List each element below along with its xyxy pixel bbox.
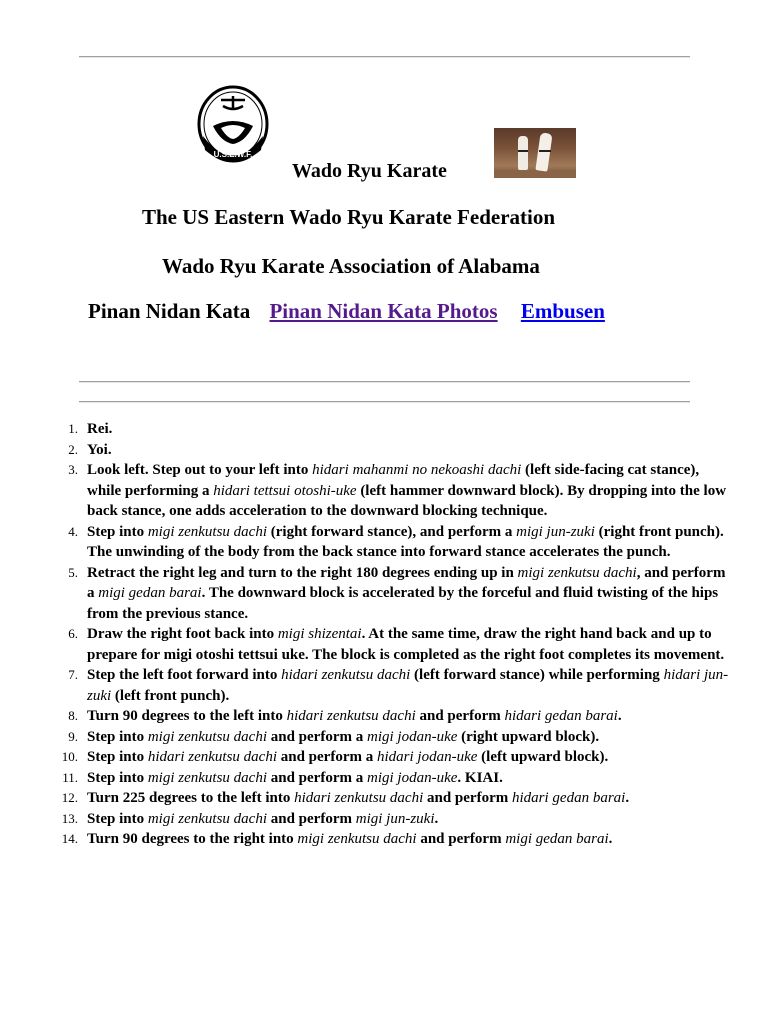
technique-term: hidari mahanmi no nekoashi dachi (312, 462, 522, 478)
technique-term: migi gedan barai (98, 585, 202, 601)
logo-text: U.S.E.W.F. (213, 150, 253, 159)
step-number: 10. (61, 749, 78, 764)
step-text: Step into (87, 728, 148, 745)
technique-term: hidari zenkutsu dachi (286, 708, 416, 724)
list-item (52, 727, 732, 748)
list-item (52, 829, 732, 850)
photo-belt-left (518, 150, 528, 152)
step-text: and perform (416, 831, 506, 847)
step-number: 5. (68, 564, 78, 580)
step-text: Step into (87, 769, 148, 786)
list-item (52, 563, 732, 625)
photo-belt-right (539, 150, 551, 152)
step-text: and perform a (267, 769, 367, 786)
step-number: 7. (68, 667, 78, 682)
step-number: 11. (62, 769, 78, 785)
step-text: and perform (415, 708, 505, 724)
list-item (52, 419, 732, 440)
kata-heading-row (88, 299, 605, 324)
step-text: Yoi. (87, 441, 112, 458)
step-text: and perform a (277, 749, 377, 765)
technique-term: migi gedan barai (505, 831, 609, 847)
step-text: . The downward block is accelerated by the forceful and fluid twisting of the hips from the previous stance. (87, 585, 719, 622)
step-number: 14. (61, 831, 78, 846)
kata-photos-link[interactable]: Pinan Nidan Kata Photos (269, 299, 498, 323)
technique-term: hidari jodan-uke (377, 749, 478, 765)
technique-term: migi jun-zuki (516, 523, 595, 540)
step-number: 2. (68, 441, 78, 457)
list-item (52, 768, 732, 789)
step-text: Rei. (87, 421, 113, 437)
technique-term: hidari jun-zuki (87, 667, 729, 704)
step-text: Turn 225 degrees to the left into (87, 790, 295, 806)
association-heading: Wado Ryu Karate Association of Alabama (162, 254, 540, 278)
step-text: Turn 90 degrees to the right into (87, 831, 298, 847)
step-number: 9. (68, 728, 78, 744)
step-text: Look left. Step out to your left into (87, 462, 313, 478)
step-text: Turn 90 degrees to the left into (87, 708, 287, 724)
step-text: . KIAI. (457, 769, 503, 786)
step-text: (left side-facing cat stance), while performing a (87, 462, 700, 499)
list-item (52, 624, 732, 665)
step-number: 3. (68, 462, 78, 477)
list-item (52, 460, 732, 522)
list-item (52, 522, 732, 563)
federation-heading: The US Eastern Wado Ryu Karate Federation (142, 205, 556, 229)
step-text: (left hammer downward block). By dropping into the low back stance, one adds acceleration to the downward blocking technique. (87, 482, 727, 519)
list-item (52, 440, 732, 461)
step-text: and perform a (267, 728, 367, 745)
technique-term: migi zenkutsu dachi (147, 810, 267, 827)
list-item (52, 665, 732, 706)
technique-term: migi zenkutsu dachi (517, 564, 637, 581)
step-text: Step the left foot forward into (87, 667, 282, 683)
technique-term: hidari zenkutsu dachi (281, 667, 411, 683)
step-text: , and perform a (87, 564, 726, 601)
horizontal-rule-middle-2 (79, 401, 690, 403)
kata-steps-list (52, 419, 732, 850)
technique-term: migi jodan-uke (367, 769, 458, 786)
list-item (52, 809, 732, 830)
step-text: Step into (87, 810, 148, 827)
step-text: (left forward stance) while performing (410, 667, 664, 683)
step-text: (right forward stance), and perform a (267, 523, 517, 540)
technique-term: migi zenkutsu dachi (297, 831, 417, 847)
list-item (52, 747, 732, 768)
technique-term: hidari gedan barai (511, 790, 626, 806)
usewf-logo (195, 84, 271, 174)
step-number: 13. (61, 810, 78, 826)
technique-term: migi jun-zuki (355, 810, 435, 827)
step-number: 8. (68, 708, 78, 723)
horizontal-rule-top (79, 56, 690, 58)
technique-term: migi zenkutsu dachi (147, 769, 267, 786)
step-text: (right upward block). (457, 728, 600, 745)
step-number: 12. (61, 790, 78, 805)
step-text: and perform (423, 790, 512, 806)
step-text: Retract the right leg and turn to the right 180 degrees ending up in (87, 564, 518, 581)
technique-term: hidari zenkutsu dachi (147, 749, 277, 765)
technique-term: hidari zenkutsu dachi (294, 790, 424, 806)
technique-term: migi zenkutsu dachi (147, 523, 267, 540)
step-number: 1. (68, 421, 78, 436)
page-title: Wado Ryu Karate (292, 160, 447, 182)
photo-figure-right (535, 132, 552, 171)
step-text: . (434, 810, 439, 827)
step-text: and perform (267, 810, 356, 827)
horizontal-rule-middle-1 (79, 381, 690, 383)
step-number: 6. (68, 626, 78, 641)
step-text: . (617, 708, 622, 724)
step-text: . (608, 831, 613, 847)
technique-term: hidari gedan barai (504, 708, 618, 724)
step-text: (left front punch). (111, 687, 230, 704)
step-text: Step into (87, 749, 148, 765)
list-item (52, 788, 732, 809)
list-item (52, 706, 732, 727)
technique-term: migi zenkutsu dachi (147, 728, 267, 745)
technique-term: migi jodan-uke (367, 728, 458, 745)
embusen-link[interactable]: Embusen (520, 299, 605, 323)
step-number: 4. (68, 523, 78, 539)
technique-term: hidari tettsui otoshi-uke (213, 482, 357, 499)
photo-figure-left (518, 136, 528, 170)
kata-title: Pinan Nidan Kata (88, 299, 251, 323)
technique-term: migi shizentai (277, 626, 362, 642)
step-text: Step into (87, 523, 148, 540)
step-text: (right front punch). The unwinding of the body from the back stance into forward stance accelerates the punch. (87, 523, 724, 560)
step-text: (left upward block). (477, 749, 609, 765)
step-text: . At the same time, draw the right hand back and up to prepare for migi otoshi tettsui uke. The block is completed as the right foot completes its movement. (87, 626, 725, 663)
photo-floor (494, 170, 576, 178)
step-text: . (625, 790, 630, 806)
step-text: Draw the right foot back into (87, 626, 278, 642)
kata-photo[interactable] (494, 128, 576, 178)
